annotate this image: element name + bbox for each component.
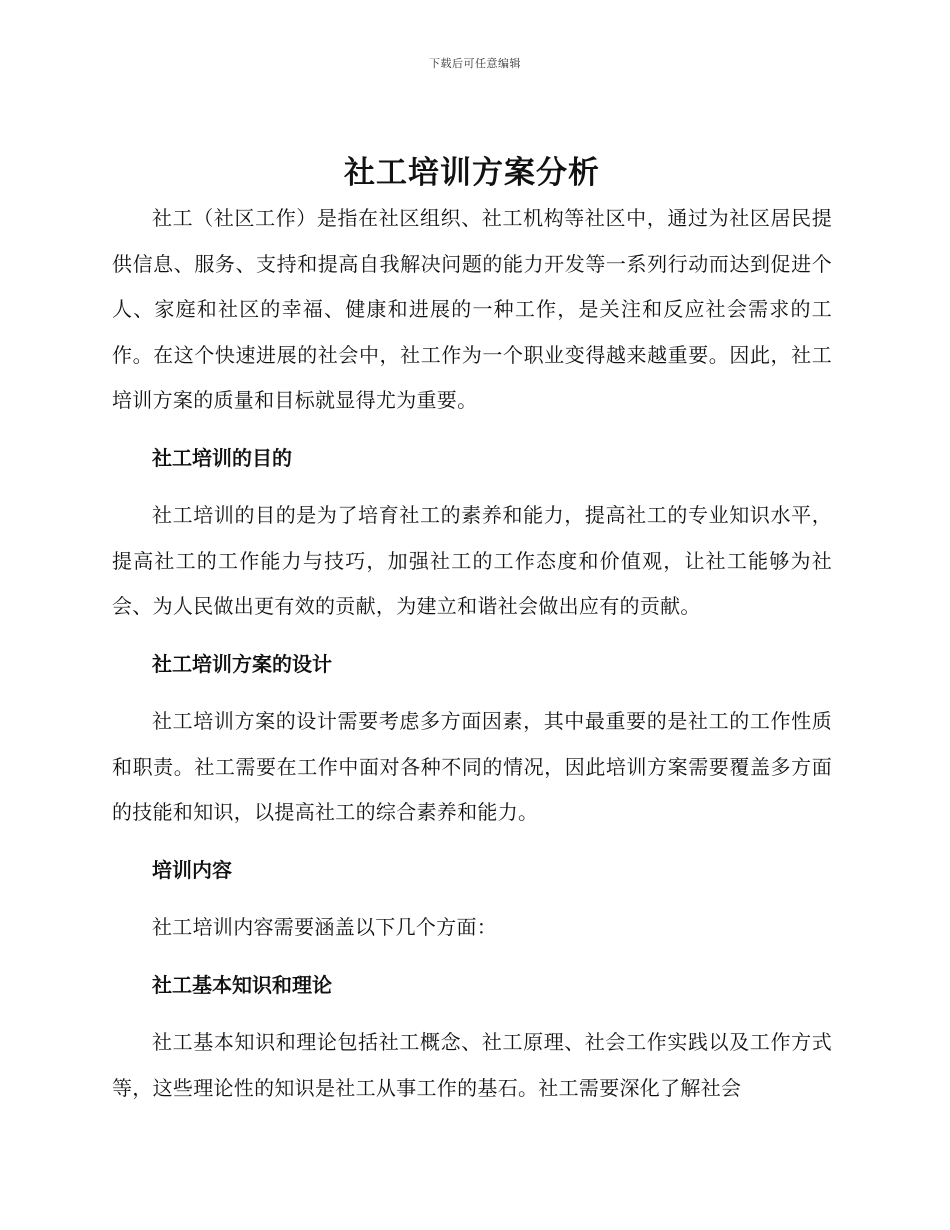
section-heading-purpose: 社工培训的目的: [152, 445, 292, 470]
section-heading-content: 培训内容: [152, 857, 232, 882]
section-body-design: 社工培训方案的设计需要考虑多方面因素，其中最重要的是社工的工作性质和职责。社工需要在工作中面对各种不同的情况，因此培训方案需要覆盖多方面的技能和知识，以提高社工的综合素养和能力。: [112, 709, 832, 824]
document-body: [112, 150, 832, 1111]
section-body-purpose: 社工培训的目的是为了培育社工的素养和能力，提高社工的专业知识水平，提高社工的工作能力与技巧，加强社工的工作态度和价值观，让社工能够为社会、为人民做出更有效的贡献，为建立和谐社会做出应有的贡献。: [112, 503, 832, 618]
intro-paragraph: 社工（社区工作）是指在社区组织、社工机构等社区中，通过为社区居民提供信息、服务、支持和提高自我解决问题的能力开发等一系列行动而达到促进个人、家庭和社区的幸福、健康和进展的一种工作，是关注和反应社会需求的工作。在这个快速进展的社会中，社工作为一个职业变得越来越重要。因此，社工培训方案的质量和目标就显得尤为重要。: [112, 206, 832, 412]
section-body-basic-knowledge: 社工基本知识和理论包括社工概念、社工原理、社会工作实践以及工作方式等，这些理论性的知识是社工从事工作的基石。社工需要深化了解社会: [112, 1030, 832, 1100]
document-title: 社工培训方案分析: [344, 155, 600, 191]
section-body-content: 社工培训内容需要涵盖以下几个方面：: [152, 915, 498, 939]
section-heading-design: 社工培训方案的设计: [152, 651, 332, 676]
page-header-note: 下载后可任意编辑: [429, 57, 521, 70]
section-heading-basic-knowledge: 社工基本知识和理论: [152, 972, 332, 997]
